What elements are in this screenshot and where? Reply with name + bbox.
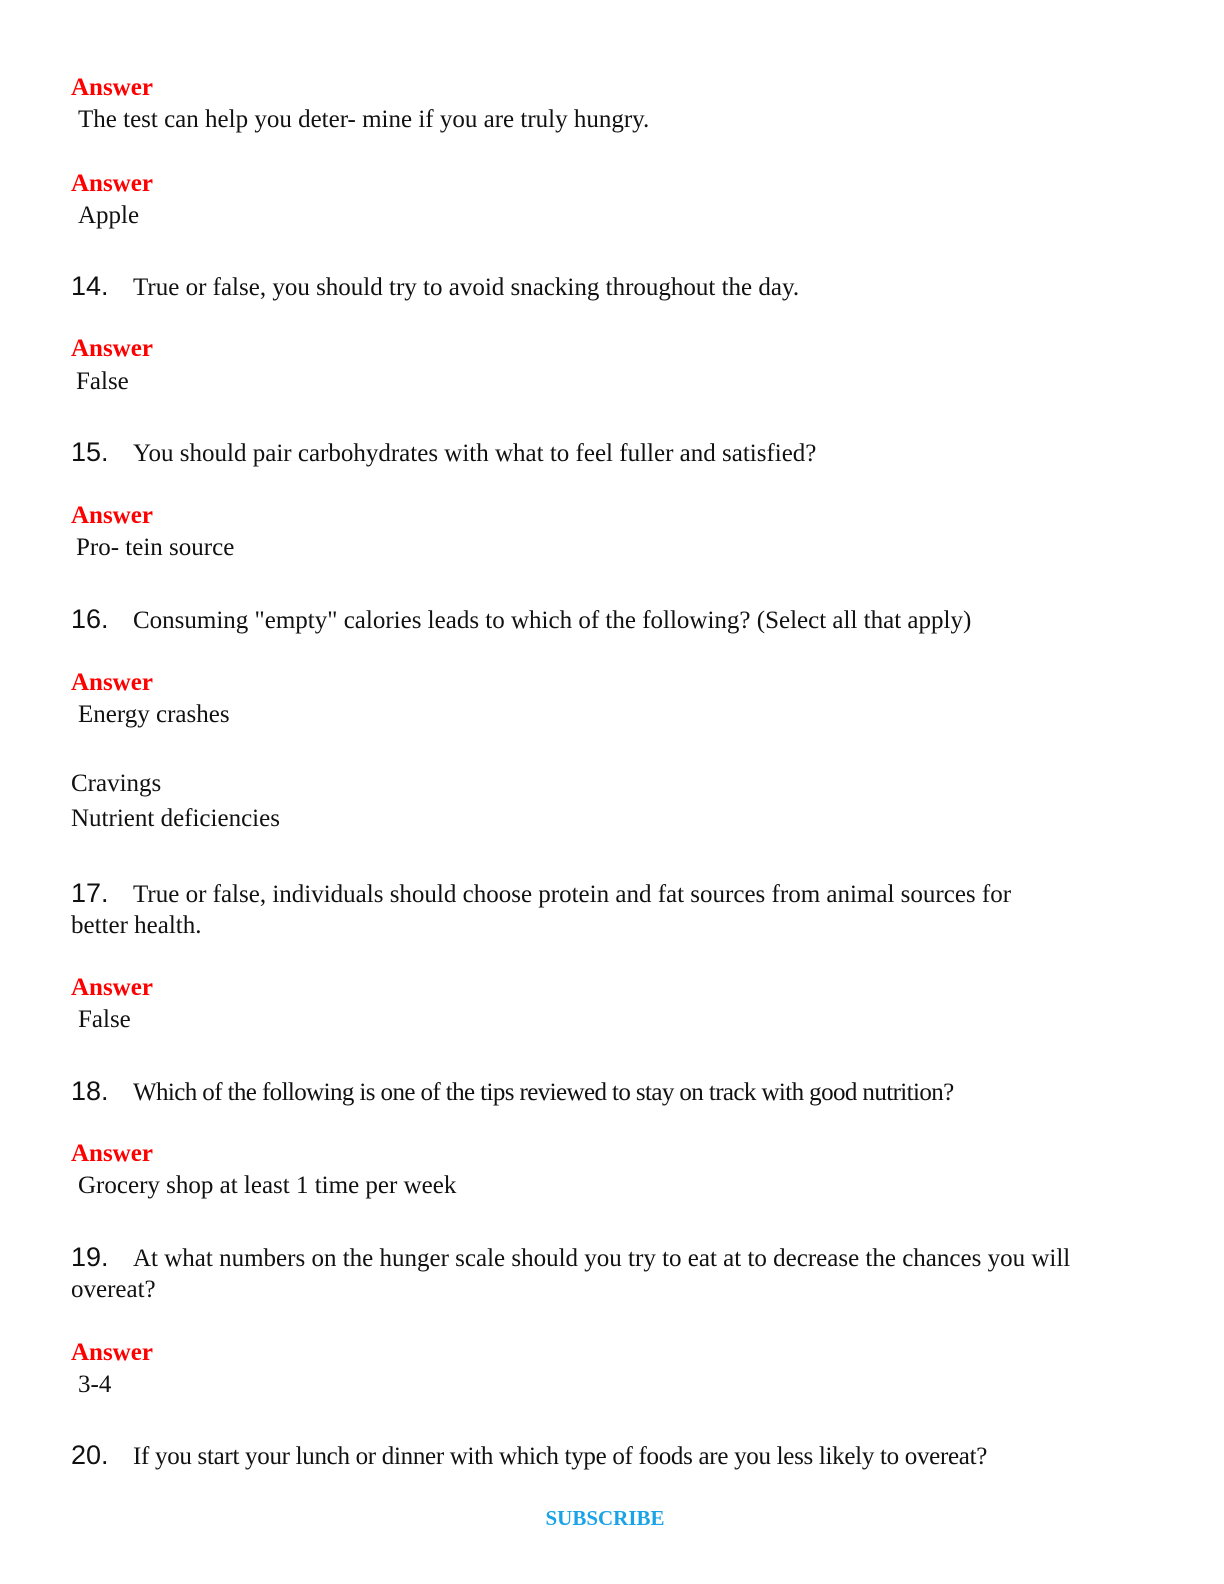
answer-text: Cravings (71, 770, 162, 797)
question-15 (71, 437, 1131, 469)
answer-label: Answer (71, 974, 153, 1001)
question-text: At what numbers on the hunger scale should you try to eat at to decrease the chances you will overeat? (71, 1245, 1071, 1303)
answer-text: Apple (78, 202, 140, 229)
question-text: True or false, individuals should choose protein and fat sources from animal sources for better health. (71, 881, 1012, 939)
question-number: 14. (71, 271, 109, 301)
question-text: If you start your lunch or dinner with which type of foods are you less likely to overeat? (133, 1443, 988, 1470)
answer-label: Answer (71, 74, 153, 101)
answer-text: False (78, 1006, 131, 1033)
answer-text: Nutrient deficiencies (71, 805, 280, 832)
question-17 (71, 878, 1071, 941)
question-text: True or false, you should try to avoid snacking throughout the day. (133, 274, 800, 301)
answer-text: Grocery shop at least 1 time per week (78, 1172, 457, 1199)
question-18 (71, 1076, 1131, 1108)
question-text: Consuming "empty" calories leads to which of the following? (Select all that apply) (133, 607, 972, 634)
answer-label: Answer (71, 1339, 153, 1366)
question-text: You should pair carbohydrates with what to feel fuller and satisfied? (133, 440, 817, 467)
question-20 (71, 1440, 1131, 1472)
answer-text: False (76, 368, 129, 395)
answer-label: Answer (71, 335, 153, 362)
answer-text: 3-4 (78, 1371, 112, 1398)
question-number: 16. (71, 604, 109, 634)
question-number: 19. (71, 1242, 109, 1272)
question-16 (71, 604, 1131, 636)
answer-label: Answer (71, 502, 153, 529)
answer-label: Answer (71, 669, 153, 696)
question-number: 17. (71, 878, 109, 908)
subscribe-link[interactable]: SUBSCRIBE (545, 1506, 665, 1530)
answer-label: Answer (71, 1140, 153, 1167)
question-number: 20. (71, 1440, 109, 1470)
answer-text: Pro- tein source (76, 534, 235, 561)
question-19 (71, 1242, 1141, 1305)
answer-text: Energy crashes (78, 701, 230, 728)
answer-label: Answer (71, 170, 153, 197)
question-number: 15. (71, 437, 109, 467)
question-number: 18. (71, 1076, 109, 1106)
question-text: Which of the following is one of the tips reviewed to stay on track with good nutrition? (133, 1079, 954, 1106)
question-14 (71, 271, 1131, 303)
answer-text: The test can help you deter- mine if you are truly hungry. (78, 106, 650, 133)
